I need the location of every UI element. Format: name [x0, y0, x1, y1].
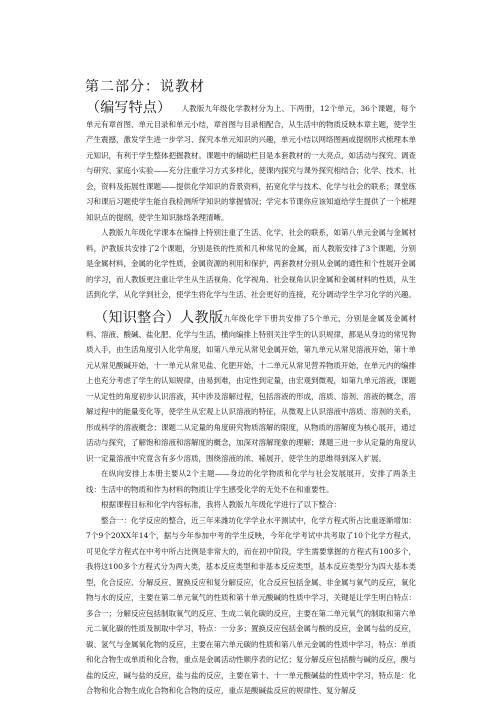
part2-paragraph-1	[86, 311, 416, 466]
section-title: 第二部分：说教材	[85, 79, 205, 95]
part1-paragraph-2: 人教版九年级化学课本在编排上特别注重了生活、化学、社会的联系，如第八单元金属与金属材料，沪教版共安排了2个课题，分别是铁的性质和几种常见的金属，而人教版安排了3个课题，分别是金属材料，金属的化学性质，金属资源的利用和保护，两套教材分别从金属的通性和个性展开金属的学习，而人教版更注重让学生从生活视角、化学视角、社会视角认识金属和金属材料的性质，从生活到化学，从化学到社会，使学生将化学与生活、社会更好的连接，充分调动学生学习化学的兴趣。	[86, 228, 416, 299]
part1-block	[86, 101, 416, 303]
part1-text-1: 人教版九年级化学教材分为上、下两册，12个单元，36个课题，每个单元有章首图、单元目录和单元小结，章首图与目录相配合，从生活中的物质反映本章主题，使学生产生震撼，激发学生进一步学习、探究本单元知识的兴趣，单元小结以网络图画或提纲形式梳理本单元知识，有利于学生整体把握教材。课题中的辅助栏目是本套教材的一大亮点，如活动与探究、调查与研究、家庭小实验——充分注重学习方式多样化，使课内探究与课外探究相结合；化学、技术、社会，资料及拓展性课题——提供化学知识的背景资料，拓宽化学与技术、化学与社会的联系；课堂练习和课后习题使学生能自我检测所学知识的掌握情况；学完本节课你应该知道给学生提供了一个梳理知识点的提纲，使学生知识脉络条理清晰。	[86, 104, 416, 222]
part2-text-1: 九年级化学下册共安排了5个单元，分别是金属及金属材料、溶液、酸碱、盐化肥、化学与生活，横向编排上特别关注学生的认识规律，都是从身边的常见物质入手，由生活角度引入化学角度，如第八单元从常见金属开始，第九单元从常见溶液开始，第十单元从常见酸碱开始，十一单元从常见盐、化肥开始，十二单元从常见营养物质开始，在单元内的编排上也充分考虑了学生的认知规律，由易到难，由定性到定量，由宏观到微观，如第九单元溶液，课题一从定性的角度初步认识溶液，其中涉及溶解过程，包括溶液的形成，溶质、溶剂、溶液的概念，溶解过程中的能量变化等，使学生从宏观上认识溶液的特征，从微观上认识溶液中溶质、溶剂的关系，形成科学的溶液概念；课题二从定量的角度研究物质溶解的限度，从物质的溶解度为核心展开，通过活动与探究，了解饱和溶液和溶解度的概念，加深对溶解现象的理解；课题三进一步从定量的角度认识一定量溶液中究竟含有多少溶质，围绕溶液的浓、稀展开，使学生的思维得到深入扩展。	[86, 314, 416, 463]
part2-heading: （知识整合）人教版	[94, 310, 224, 326]
part2-paragraph-4: 整合一：化学反应的整合，近三年来潍坊化学学业水平测试中，化学方程式所占比重逐渐增加：7个9个20XX年14个，据与今年参加中考的学生反映，今年化学考试中共考取了10个化学方程式，可见化学方程式在中考中所占比例是非常大的，而在初中阶段，学生需要掌握的方程式有100多个，我将这100多个方程式分为两大类，基本反应类型和非基本反应类型，基本反应类型分为四大基本类型，化合反应、分解反应、置换反应和复分解反应，化合反应包括金属、非金属与氧气的反应，氧化物与水的反应，主要在第二单元氧气的性质和第十单元酸碱的性质中学习，关键是让学生明白特点：多合一；分解反应包括制取氧气的反应、生成二氧化碳的反应，主要在第二单元氧气的制取和第六单元二氧化碳的性质及制取中学习，特点：一分多；置换反应包括金属与酸的反应，金属与盐的反应，碳、氢气与金属氧化物的反应，主要在第六单元碳的性质和第八单元金属的性质中学习，特点：单质和化合物生成单质和化合物，重点是金属活动性顺序表的记忆；复分解反应包括酸与碱的反应，酸与盐的反应，碱与盐的反应，盐与盐的反应，主要在第十、十一单元酸碱盐的性质中学习，特点是：化合物和化合物生成化合物和化合物的反应，重点是酸碱盐反应的规律性、复分解反	[86, 515, 416, 695]
part2-paragraph-2: 在纵向安排上本册主要从2个主题——身边的化学物质和化学与社会发展展开，安排了两条主线：生活中的物质和作为材料的物质让学生感受化学的无处不在和重要性。	[86, 469, 416, 494]
part2-paragraph-3: 根据课程目标和化学内容标准，我将人教版九年级化学进行了以下整合：	[101, 500, 341, 509]
part1-heading: （编写特点）	[86, 100, 172, 116]
part1-paragraph-1	[86, 101, 416, 225]
part2-block	[86, 311, 416, 699]
